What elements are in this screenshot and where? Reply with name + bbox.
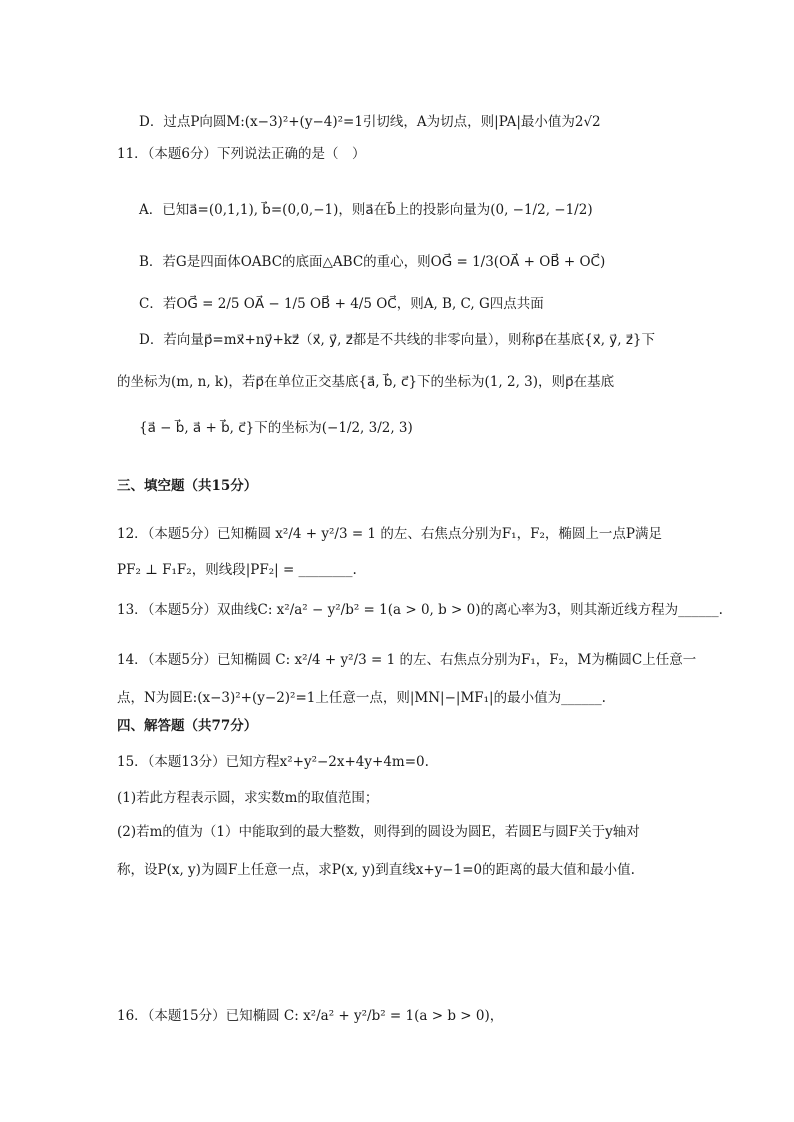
q11-option-d-line3: {a⃗ − b⃗, a⃗ + b⃗, c⃗}下的坐标为(−1/2, 3/2, 3)	[139, 420, 413, 436]
q13-line1: 13．（本题5分）双曲线C: x²/a² − y²/b² = 1(a > 0, b > 0)的离心率为3，则其渐近线方程为______.	[117, 602, 723, 618]
q15-line4: 称，设P(x, y)为圆F上任意一点，求P(x, y)到直线x+y−1=0的距离的最大值和最小值.	[117, 862, 635, 878]
section-4-title: 四、解答题（共77分）	[117, 718, 258, 734]
q12-line2: PF₂ ⊥ F₁F₂，则线段|PF₂| = ________.	[117, 562, 357, 578]
q15-line3: (2)若m的值为（1）中能取到的最大整数，则得到的圆设为圆E，若圆E与圆F关于y轴对	[117, 824, 640, 840]
q11-stem: 11．（本题6分）下列说法正确的是（ ）	[117, 146, 366, 162]
q11-option-c: C．若OG⃗ = 2/5 OA⃗ − 1/5 OB⃗ + 4/5 OC⃗，则A, B, C, G四点共面	[139, 296, 544, 312]
q11-option-a: A．已知a⃗=(0,1,1), b⃗=(0,0,−1)，则a⃗在b⃗上的投影向量为(0, −1/2, −1/2)	[139, 202, 593, 218]
q11-option-d-line2: 的坐标为(m, n, k)，若p⃗在单位正交基底{a⃗, b⃗, c⃗}下的坐标为(1, 2, 3)，则p⃗在基底	[117, 374, 615, 390]
q15-line2: (1)若此方程表示圆，求实数m的取值范围；	[117, 790, 379, 806]
q11-option-d-line1: D．若向量p⃗=mx⃗+ny⃗+kz⃗（x⃗, y⃗, z⃗都是不共线的非零向量），则称p⃗在基底{x⃗, y⃗, z⃗}下	[139, 332, 656, 348]
q12-line1: 12．（本题5分）已知椭圆 x²/4 + y²/3 = 1 的左、右焦点分别为F₁，F₂，椭圆上一点P满足	[117, 526, 662, 542]
q15-line1: 15．（本题13分）已知方程x²+y²−2x+4y+4m=0.	[117, 754, 429, 770]
q14-line2: 点，N为圆E:(x−3)²+(y−2)²=1上任意一点，则|MN|−|MF₁|的最小值为______.	[117, 690, 606, 706]
q10-option-d: D．过点P向圆M:(x−3)²+(y−4)²=1引切线，A为切点，则|PA|最小值为2√2	[139, 114, 601, 130]
q11-option-b: B．若G是四面体OABC的底面△ABC的重心，则OG⃗ = 1/3(OA⃗ + OB⃗ + OC⃗)	[139, 254, 606, 270]
q14-line1: 14．（本题5分）已知椭圆 C: x²/4 + y²/3 = 1 的左、右焦点分别为F₁，F₂，M为椭圆C上任意一	[117, 652, 697, 668]
section-3-title: 三、填空题（共15分）	[117, 478, 258, 494]
q16-line1: 16．（本题15分）已知椭圆 C: x²/a² + y²/b² = 1(a > b > 0)，	[117, 1008, 504, 1024]
